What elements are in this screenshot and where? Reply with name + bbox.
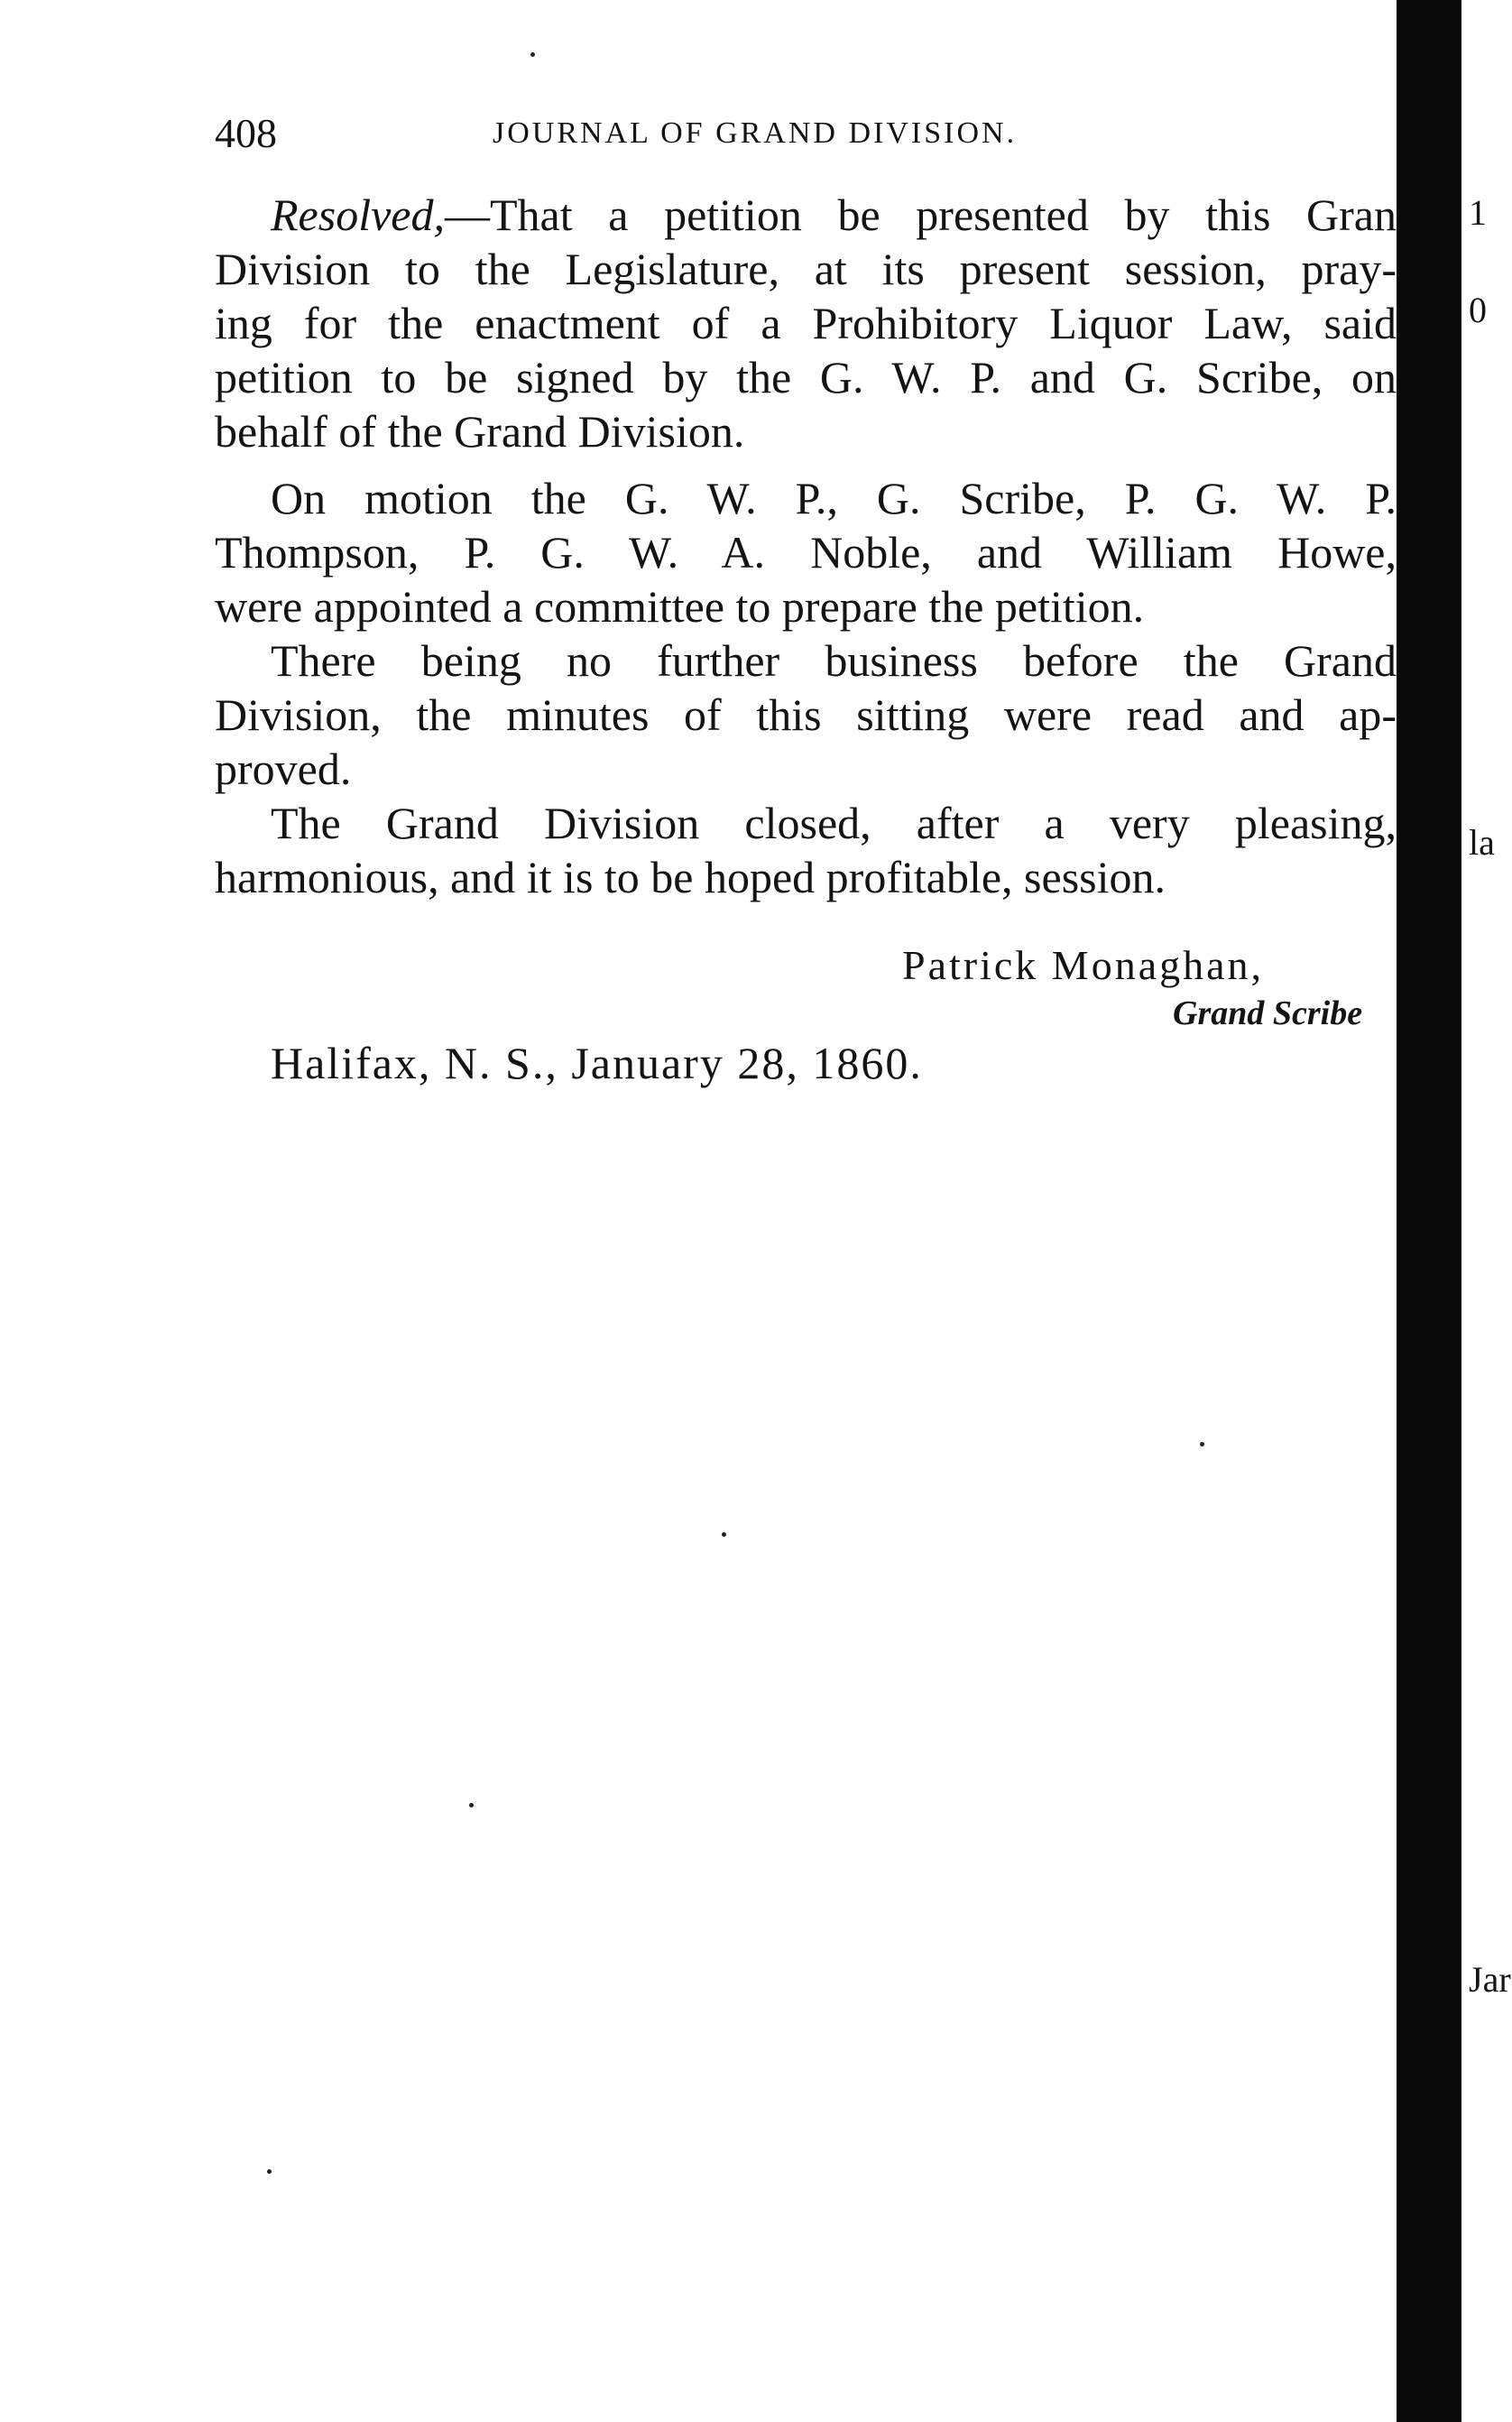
text-line: harmonious, and it is to be hoped profitable, session. [215,852,1166,902]
paragraph-closing [215,796,1397,904]
page-header [215,106,1189,161]
paragraph-resolved [215,188,1397,458]
scan-speck [267,2169,272,2174]
text-line: Division, the minutes of this sitting were read and ap- [215,689,1397,740]
scan-speck [469,1803,474,1807]
scan-gutter-bar [1397,0,1461,2422]
text-line: The Grand Division closed, after a very pleasing, [271,798,1397,848]
facing-page-fragment: la [1469,822,1495,863]
text-line: Thompson, P. G. W. A. Noble, and William Howe, [215,527,1397,578]
text-line: On motion the G. W. P., G. Scribe, P. G. W. P. [271,473,1397,523]
text-line: were appointed a committee to prepare the petition. [215,581,1145,632]
scan-speck [530,52,535,57]
text-line: Division to the Legislature, at its present session, pray- [215,244,1397,294]
line-text: —That a petition be presented by this Gran [444,190,1397,240]
running-head: JOURNAL OF GRAND DIVISION. [493,116,1018,150]
text-line [215,188,1397,242]
facing-page-fragment: Jar [1469,1959,1511,2000]
facing-page-fragment: 0 [1469,290,1487,330]
dateline: Halifax, N. S., January 28, 1860. [271,1038,923,1088]
page-number: 408 [215,110,277,156]
text-line: proved. [215,744,352,794]
facing-page-fragment: 1 [1469,192,1487,233]
scan-speck [1200,1442,1204,1447]
text-line: petition to be signed by the G. W. P. and G. Scribe, on [215,352,1397,402]
body-text [215,188,1397,904]
text-line: There being no further business before the Grand [271,635,1397,686]
signature-title: Grand Scribe [1173,994,1363,1032]
paragraph-business [215,633,1397,796]
text-line: ing for the enactment of a Prohibitory Liquor Law, said [215,298,1397,348]
resolved-lead: Resolved, [271,190,445,240]
paragraph-motion [215,471,1397,633]
text-line: behalf of the Grand Division. [215,406,745,457]
signature-name: Patrick Monaghan, [902,942,1265,988]
scan-speck [722,1532,726,1537]
